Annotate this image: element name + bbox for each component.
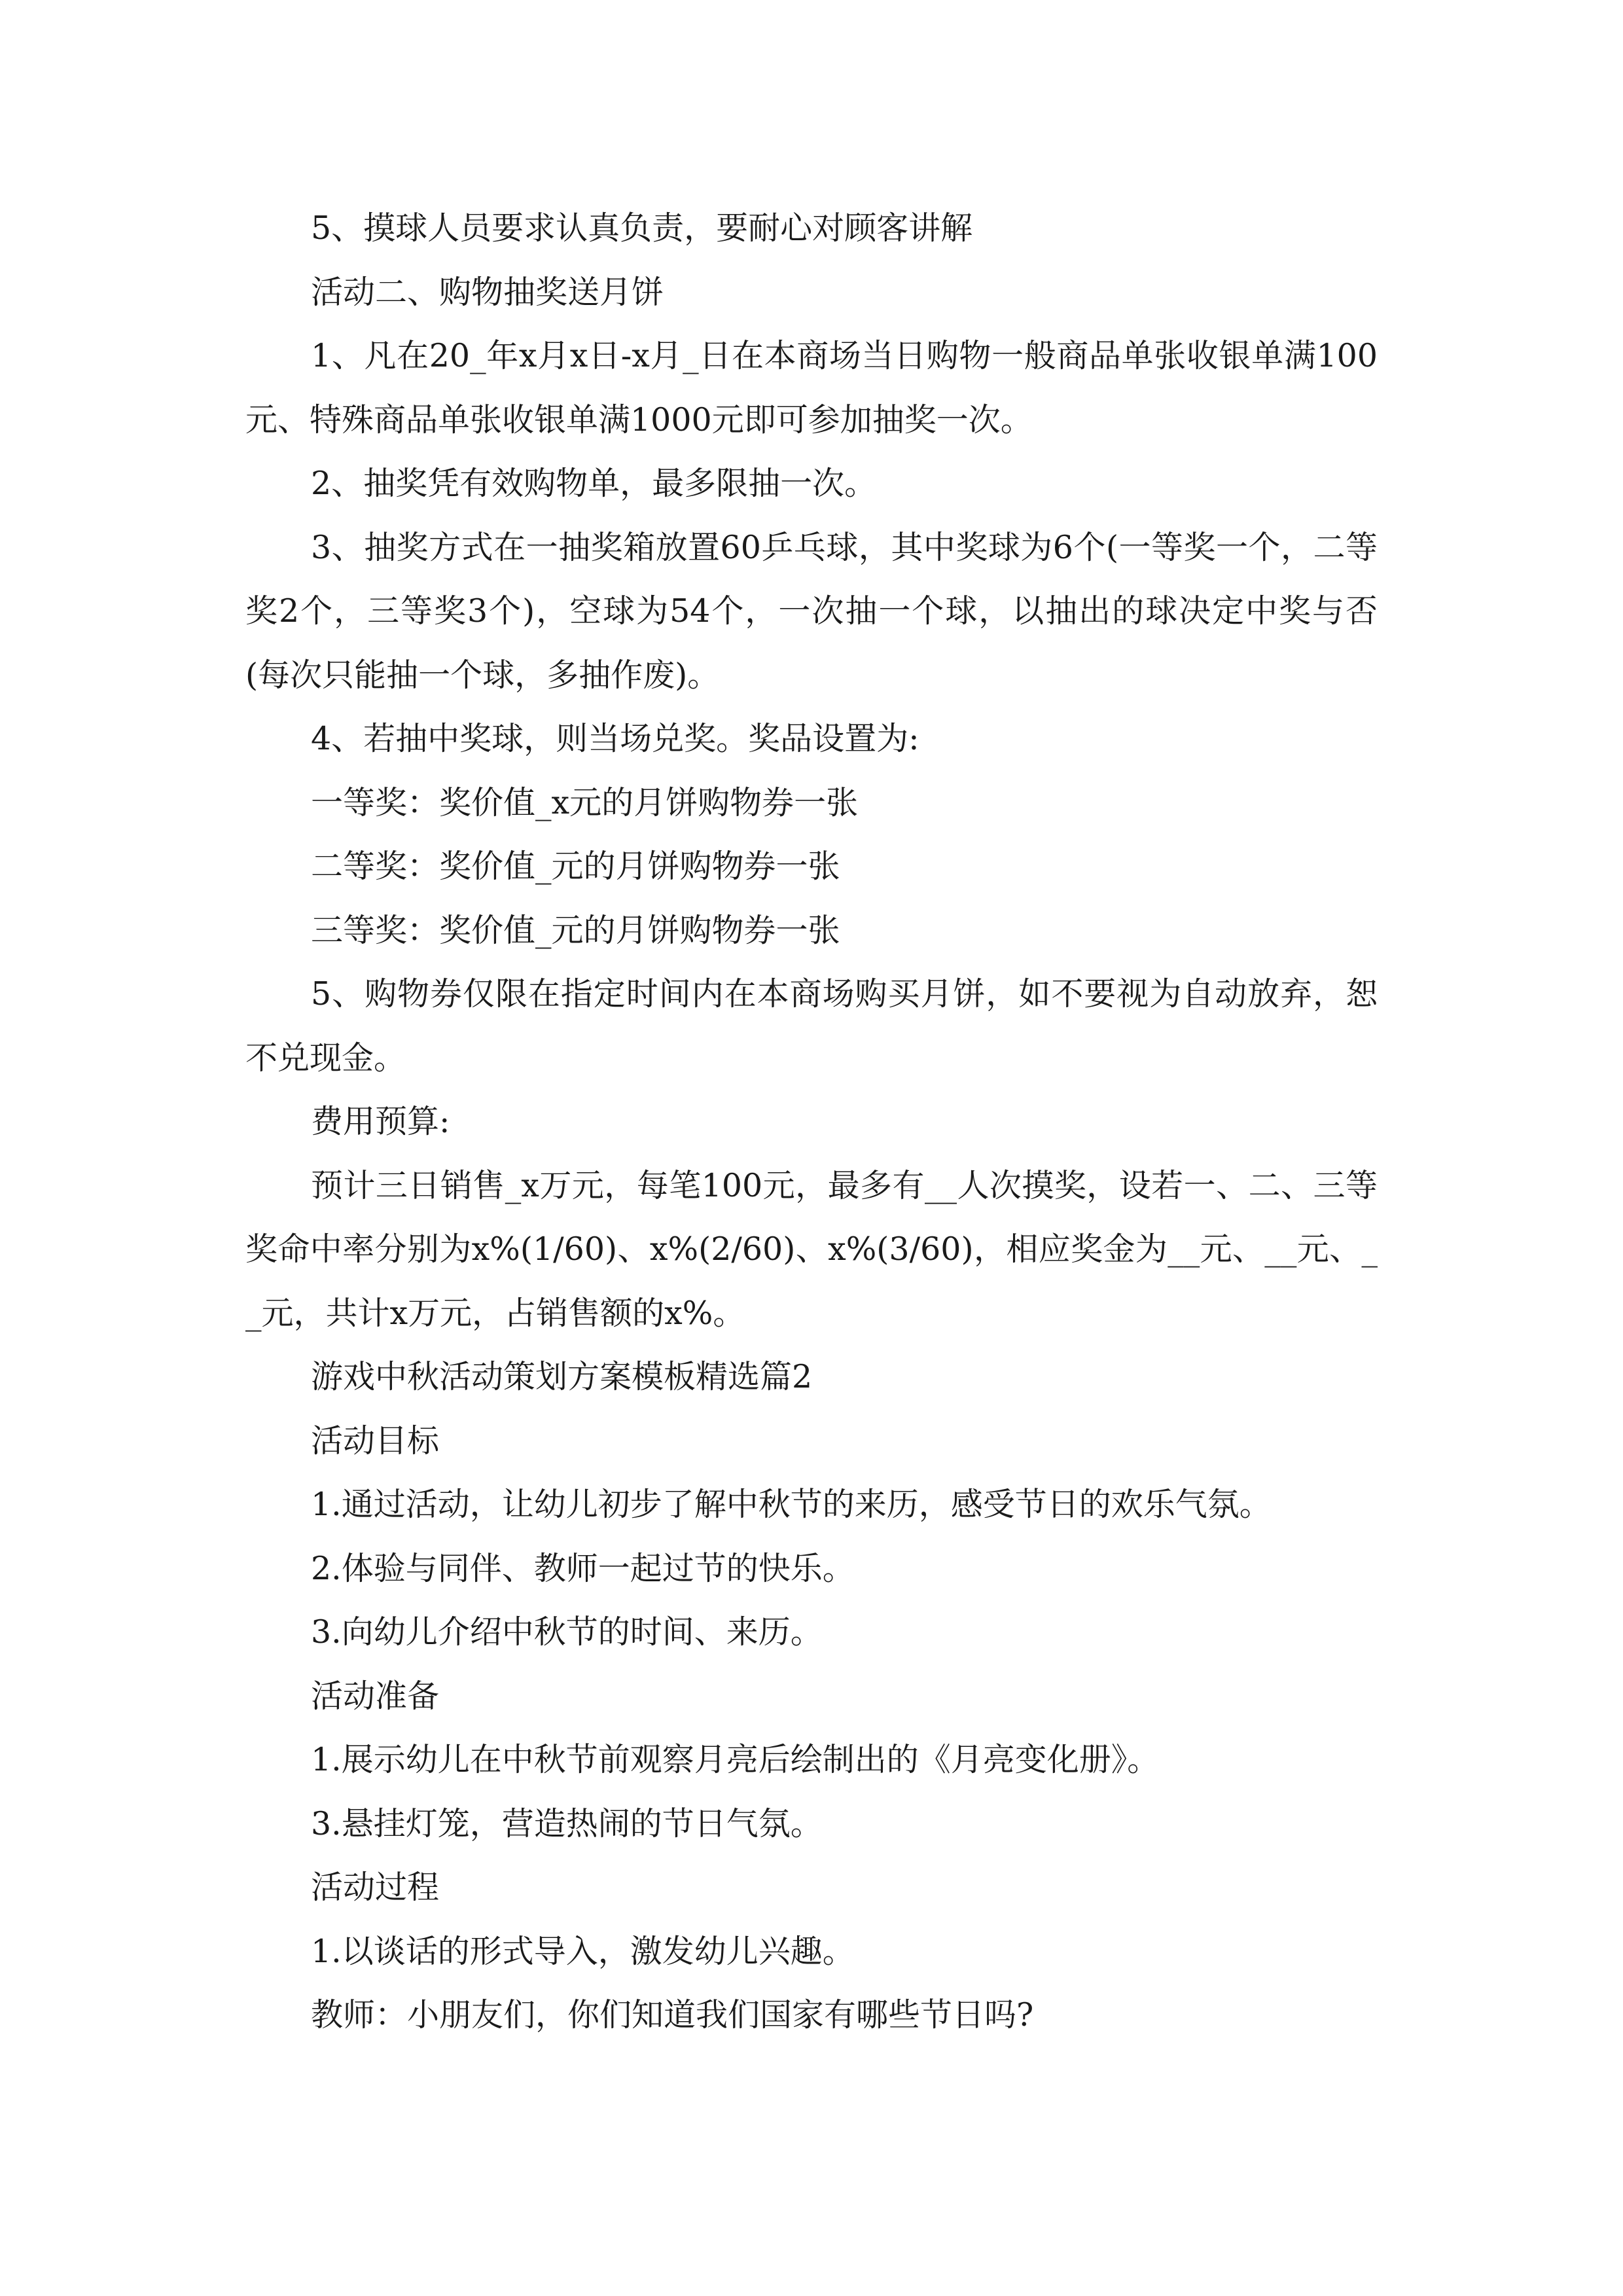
paragraph-prep-3: 3.悬挂灯笼，营造热闹的节日气氛。 xyxy=(311,1804,823,1842)
heading-activity-2: 活动二、购物抽奖送月饼 xyxy=(311,273,664,311)
heading-budget: 费用预算: xyxy=(311,1103,450,1140)
paragraph-goal-1: 1.通过活动，让幼儿初步了解中秋节的来历，感受节日的欢乐气氛。 xyxy=(311,1486,1272,1523)
document-body xyxy=(245,196,1378,2047)
paragraph-rule-5: 5、摸球人员要求认真负责，要耐心对顾客讲解 xyxy=(311,209,973,247)
paragraph-eligibility: 1、凡在20_年x月x日-x月_日在本商场当日购物一般商品单张收银单满100元、特殊商品单张收银单满1000元即可参加抽奖一次。 xyxy=(245,337,1378,439)
paragraph-voucher-rule: 5、购物券仅限在指定时间内在本商场购买月饼，如不要视为自动放弃，恕不兑现金。 xyxy=(245,975,1378,1077)
paragraph-budget-detail: 预计三日销售_x万元，每笔100元，最多有__人次摸奖，设若一、二、三等奖命中率分别为x%(1/60)、x%(2/60)、x%(3/60)，相应奖金为__元、__元、__元，共计x万元，占销售额的x%。 xyxy=(245,1166,1378,1332)
paragraph-process-1: 1.以谈话的形式导入，激发幼儿兴趣。 xyxy=(311,1932,855,1970)
paragraph-goal-3: 3.向幼儿介绍中秋节的时间、来历。 xyxy=(311,1613,823,1651)
heading-activity-prep: 活动准备 xyxy=(311,1677,440,1715)
paragraph-prep-1: 1.展示幼儿在中秋节前观察月亮后绘制出的《月亮变化册》。 xyxy=(311,1741,1160,1778)
paragraph-prize-setup: 4、若抽中奖球，则当场兑奖。奖品设置为: xyxy=(311,720,919,757)
paragraph-third-prize: 三等奖：奖价值_元的月饼购物券一张 xyxy=(311,911,840,949)
paragraph-goal-2: 2.体验与同伴、教师一起过节的快乐。 xyxy=(311,1549,855,1587)
paragraph-draw-method: 3、抽奖方式在一抽奖箱放置60乒乓球，其中奖球为6个(一等奖一个，二等奖2个，三等奖3个)，空球为54个，一次抽一个球，以抽出的球决定中奖与否(每次只能抽一个球，多抽作废)。 xyxy=(245,528,1378,694)
paragraph-draw-limit: 2、抽奖凭有效购物单，最多限抽一次。 xyxy=(311,465,877,502)
paragraph-teacher-question: 教师：小朋友们，你们知道我们国家有哪些节日吗? xyxy=(311,1996,1034,2034)
heading-activity-process: 活动过程 xyxy=(311,1869,440,1906)
paragraph-second-prize: 二等奖：奖价值_元的月饼购物券一张 xyxy=(311,848,840,885)
heading-activity-goals: 活动目标 xyxy=(311,1422,440,1460)
paragraph-first-prize: 一等奖：奖价值_x元的月饼购物券一张 xyxy=(311,783,859,821)
heading-section-2: 游戏中秋活动策划方案模板精选篇2 xyxy=(311,1358,813,1395)
